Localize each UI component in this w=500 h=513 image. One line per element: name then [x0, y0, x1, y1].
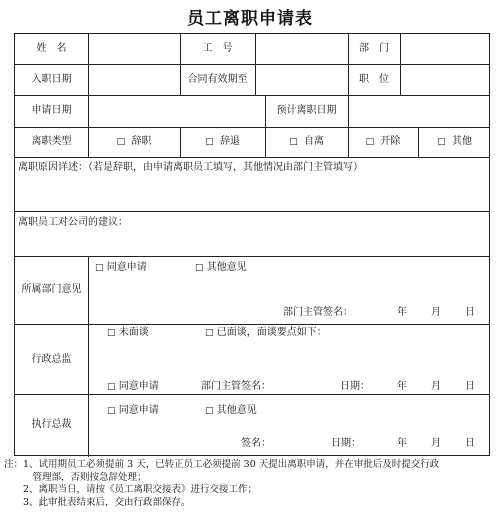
ceo-day-label: 日 [465, 438, 475, 449]
resignation-form [14, 33, 490, 456]
expected-date-field[interactable] [349, 96, 490, 127]
option-label: 同意申请 [118, 381, 159, 392]
option-resign[interactable] [88, 136, 180, 148]
admin-year-label: 年 [397, 381, 407, 392]
option-label: 其他 [451, 136, 472, 147]
apply-date-field[interactable] [89, 96, 265, 127]
checkbox-icon[interactable]: □ [205, 137, 214, 147]
checkbox-icon[interactable]: □ [205, 406, 214, 416]
contract-end-label: 合同有效期至 [187, 74, 248, 85]
leave-type-label: 离职类型 [31, 136, 72, 147]
employee-id-field[interactable] [256, 34, 348, 64]
option-label: 自离 [303, 136, 324, 147]
suggestion-label: 离职员工对公司的建议： [18, 217, 128, 228]
checkbox-icon[interactable]: □ [195, 263, 204, 273]
ceo-month-label: 月 [431, 438, 441, 449]
note-line: 管理部，否则按急辞处理； [4, 471, 147, 483]
checkbox-icon[interactable]: □ [116, 137, 126, 147]
reason-label: 离职原因详述：（若是辞职，由申请离职员工填写，其他情况由部门主管填写） [18, 162, 363, 173]
checkbox-icon[interactable]: □ [205, 328, 214, 338]
checkbox-icon[interactable]: □ [437, 137, 446, 147]
option-label: 辞退 [219, 136, 240, 147]
option-label: 开除 [380, 136, 401, 147]
dept-agree-option[interactable] [95, 262, 147, 274]
employee-id-label: 工 号 [202, 43, 233, 54]
checkbox-icon[interactable]: □ [107, 406, 116, 416]
checkbox-icon[interactable]: □ [95, 263, 104, 273]
ceo-year-label: 年 [397, 438, 407, 449]
contract-end-field[interactable] [256, 65, 348, 95]
name-field[interactable] [89, 34, 180, 64]
admin-director-label: 行政总监 [31, 354, 72, 365]
department-field[interactable] [401, 34, 490, 64]
join-date-label: 入职日期 [31, 74, 72, 85]
dept-opinion-label: 所属部门意见 [21, 284, 82, 295]
dept-other-option[interactable] [195, 262, 247, 274]
admin-date-label: 日期： [340, 381, 370, 392]
not-interviewed-option[interactable] [107, 327, 149, 339]
department-label: 部 门 [359, 43, 389, 54]
option-label: 同意申请 [118, 405, 159, 416]
note-line: 3、此审批表结束后，交由行政部保存。 [4, 496, 191, 508]
position-label: 职 位 [359, 74, 389, 85]
admin-day-label: 日 [465, 381, 475, 392]
checkbox-icon[interactable]: □ [365, 137, 375, 147]
note-line: 注：1、试用期员工必须提前 3 天，已转正员工必须提前 30 天提出离职申请，并在审批后及时提交行政 [4, 459, 440, 470]
name-label: 姓 名 [36, 43, 67, 54]
checkbox-icon[interactable]: □ [107, 382, 116, 392]
admin-signature-label: 部门主管签名： [201, 381, 271, 392]
checkbox-icon[interactable]: □ [289, 137, 298, 147]
option-label: 其他意见 [216, 405, 257, 416]
note-line: 2、离职当日，请按《员工离职交接表》进行交接工作； [4, 484, 258, 495]
suggestion-field[interactable] [15, 231, 490, 255]
apply-date-label: 申请日期 [31, 105, 72, 116]
ceo-other-option[interactable] [205, 405, 257, 417]
option-label: 辞职 [131, 136, 152, 147]
dept-signature-label: 部门主管签名： [283, 307, 353, 318]
form-notes [4, 459, 496, 509]
dept-day-label: 日 [465, 307, 475, 318]
dept-month-label: 月 [431, 307, 441, 318]
dept-year-label: 年 [397, 307, 407, 318]
ceo-label: 执行总裁 [31, 419, 72, 430]
option-label: 已面谈，面谈要点如下： [216, 327, 327, 338]
admin-month-label: 月 [431, 381, 441, 392]
option-expelled[interactable] [348, 136, 418, 148]
ceo-agree-option[interactable] [107, 405, 159, 417]
admin-agree-option[interactable] [107, 381, 159, 393]
checkbox-icon[interactable]: □ [107, 328, 116, 338]
option-self-leave[interactable] [265, 136, 348, 148]
join-date-field[interactable] [89, 65, 180, 95]
expected-date-label: 预计离职日期 [276, 105, 337, 116]
interviewed-option[interactable] [205, 327, 327, 339]
option-label: 未面谈 [118, 327, 149, 338]
option-dismissed[interactable] [180, 136, 265, 148]
form-title: 员工离职申请表 [187, 9, 313, 29]
option-label: 其他意见 [206, 262, 247, 273]
option-other[interactable] [418, 136, 491, 148]
option-label: 同意申请 [106, 262, 147, 273]
position-field[interactable] [401, 65, 490, 95]
ceo-date-label: 日期： [331, 438, 361, 449]
ceo-signature-label: 签名： [241, 438, 271, 449]
reason-field[interactable] [15, 176, 490, 210]
